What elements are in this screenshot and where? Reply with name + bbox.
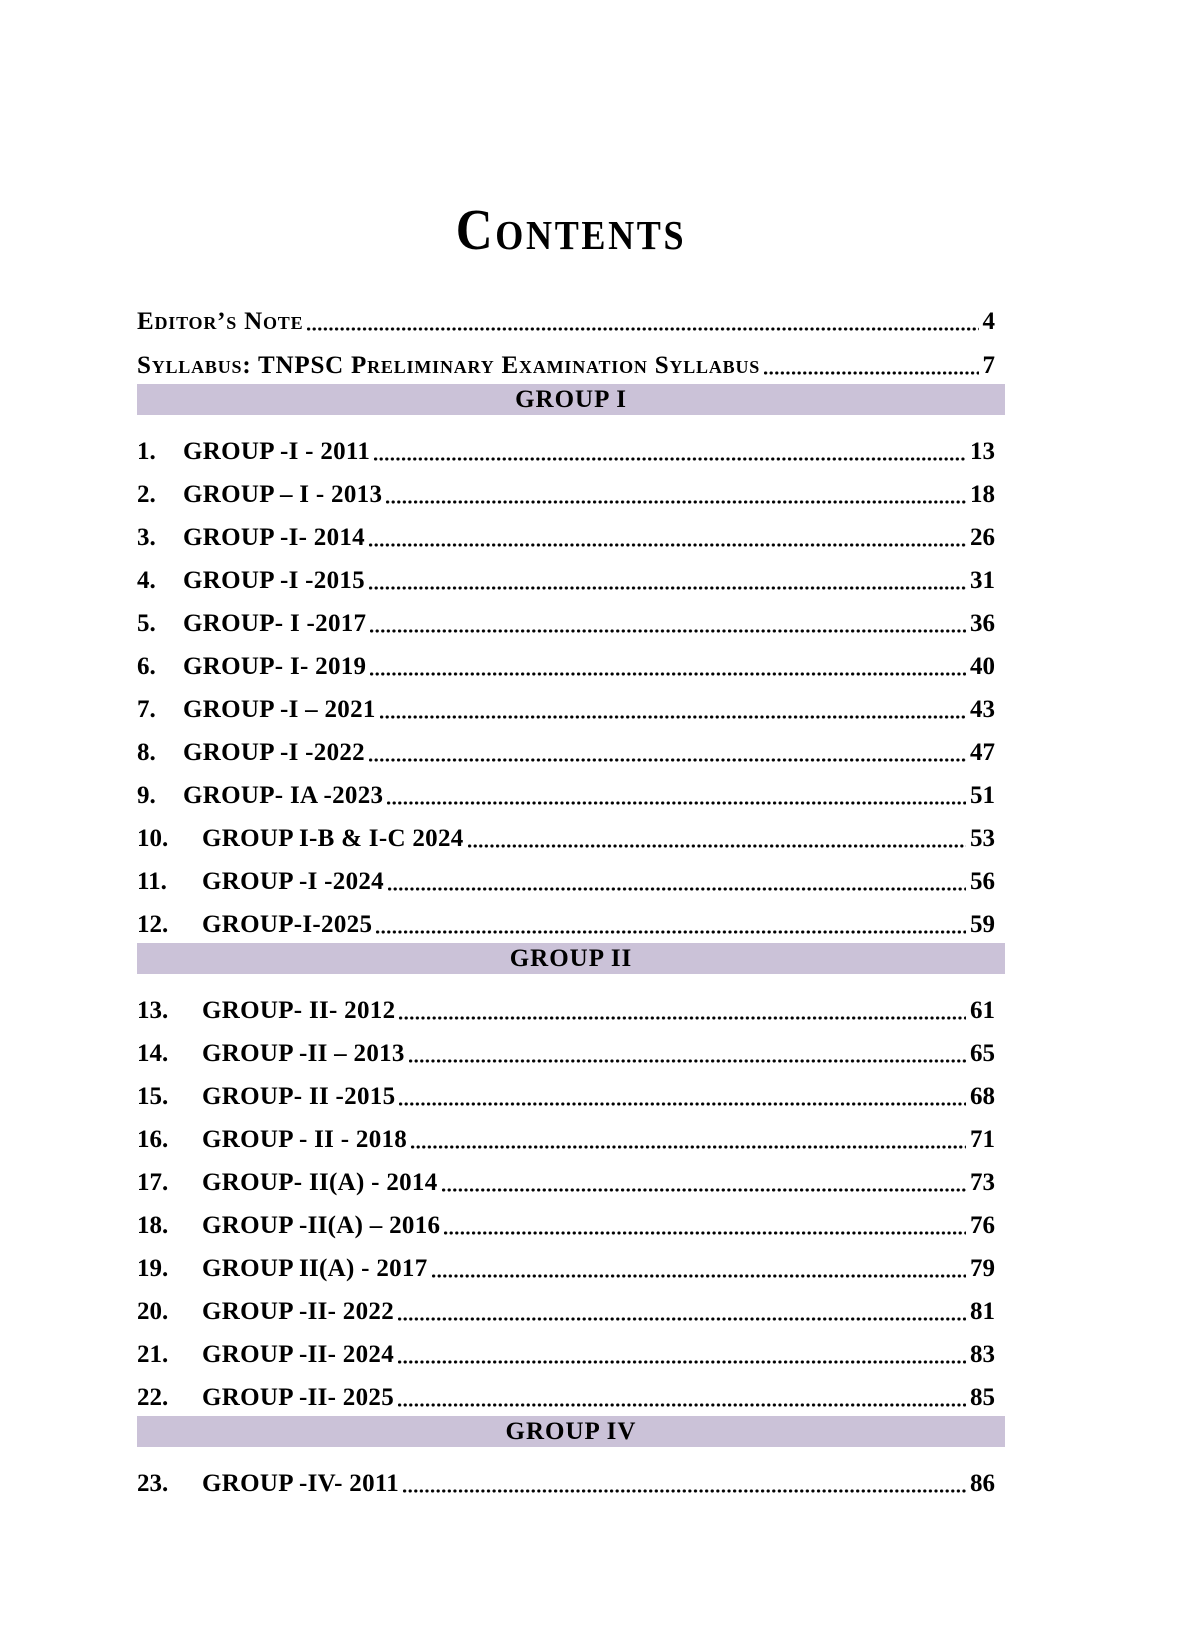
page-title: Contents	[455, 197, 687, 262]
dot-leader	[444, 1231, 966, 1235]
toc-entry-label: Syllabus: TNPSC Preliminary Examination Syllabus	[137, 351, 761, 379]
toc-entry-row	[137, 853, 1005, 896]
toc-entry-label: GROUP- IA -2023	[183, 781, 384, 809]
dot-leader	[369, 543, 966, 547]
toc-entry-number: 7.	[137, 695, 156, 723]
toc-entry-label: GROUP -I -2015	[183, 566, 365, 594]
dot-leader	[388, 887, 966, 891]
toc-entry-number: 15.	[137, 1082, 169, 1110]
toc-entry-label: GROUP -I- 2014	[183, 523, 365, 551]
dot-leader	[387, 801, 966, 805]
dot-leader	[764, 371, 978, 375]
toc-entry-label: GROUP -II- 2022	[202, 1297, 394, 1325]
toc-page-number: 65	[970, 1039, 995, 1067]
section-entry-list	[137, 982, 1005, 1412]
toc-entry-number: 13.	[137, 996, 169, 1024]
toc-page-number: 53	[970, 824, 995, 852]
toc-entry-number: 23.	[137, 1469, 169, 1497]
toc-page-number: 59	[970, 910, 995, 938]
dot-leader	[376, 930, 966, 934]
toc-entry-number: 19.	[137, 1254, 169, 1282]
toc-entry-label: GROUP -I -2024	[202, 867, 384, 895]
toc-entry-number: 21.	[137, 1340, 169, 1368]
toc-page-number: 61	[970, 996, 995, 1024]
toc-entry-label: GROUP- II -2015	[202, 1082, 396, 1110]
toc-entry-number: 14.	[137, 1039, 169, 1067]
section-entry-list	[137, 1455, 1005, 1498]
toc-entry-row	[137, 1025, 1005, 1068]
toc-entry-number: 10.	[137, 824, 169, 852]
toc-entry-number: 17.	[137, 1168, 169, 1196]
toc-entry-label: GROUP -I – 2021	[183, 695, 376, 723]
toc-page-number: 86	[970, 1469, 995, 1497]
dot-leader	[432, 1274, 966, 1278]
toc-page-number: 26	[970, 523, 995, 551]
toc-section	[137, 1416, 1005, 1498]
toc-entry-number: 6.	[137, 652, 156, 680]
toc-entry-label: Editor’s Note	[137, 307, 304, 335]
toc-entry-number: 22.	[137, 1383, 169, 1411]
toc-page-number: 51	[970, 781, 995, 809]
toc-entry-number: 18.	[137, 1211, 169, 1239]
dot-leader	[374, 457, 966, 461]
dot-leader	[398, 1360, 966, 1364]
toc-page-number: 71	[970, 1125, 995, 1153]
toc-entry-row	[137, 638, 1005, 681]
toc-page-number: 73	[970, 1168, 995, 1196]
toc-front-row	[137, 292, 1005, 336]
toc-entry-label: GROUP- II(A) - 2014	[202, 1168, 438, 1196]
toc-page-number: 7	[982, 351, 995, 379]
toc-section	[137, 384, 1005, 939]
toc-entry-label: GROUP- II- 2012	[202, 996, 396, 1024]
section-banner	[137, 943, 1005, 974]
toc-entry-number: 5.	[137, 609, 156, 637]
toc-entry-label: GROUP- I- 2019	[183, 652, 367, 680]
toc-entry-number: 8.	[137, 738, 156, 766]
toc-entry-row	[137, 767, 1005, 810]
dot-leader	[442, 1188, 966, 1192]
toc-entry-row	[137, 982, 1005, 1025]
toc-entry-row	[137, 1240, 1005, 1283]
toc-page-number: 76	[970, 1211, 995, 1239]
toc-entry-label: GROUP -II- 2024	[202, 1340, 394, 1368]
toc-entry-label: GROUP -I - 2011	[183, 437, 371, 465]
toc-page-number: 4	[982, 307, 995, 335]
toc-entry-label: GROUP -I -2022	[183, 738, 365, 766]
toc-page-number: 31	[970, 566, 995, 594]
toc-section	[137, 943, 1005, 1412]
toc-entry-label: GROUP – I - 2013	[183, 480, 383, 508]
toc-entry-label: GROUP II(A) - 2017	[202, 1254, 428, 1282]
toc-entry-row	[137, 595, 1005, 638]
dot-leader	[369, 586, 966, 590]
section-heading: GROUP II	[509, 944, 633, 972]
section-entry-list	[137, 423, 1005, 939]
toc-entry-number: 4.	[137, 566, 156, 594]
toc-entry-label: GROUP -IV- 2011	[202, 1469, 400, 1497]
section-banner	[137, 384, 1005, 415]
toc-entry-row	[137, 1455, 1005, 1498]
toc-page-number: 83	[970, 1340, 995, 1368]
toc-entry-row	[137, 681, 1005, 724]
contents-page	[137, 0, 1005, 1498]
toc-entry-number: 9.	[137, 781, 156, 809]
front-matter-list	[137, 292, 1005, 380]
toc-entry-label: GROUP -II- 2025	[202, 1383, 394, 1411]
section-heading: GROUP I	[515, 385, 627, 413]
section-heading: GROUP IV	[505, 1417, 637, 1445]
dot-leader	[399, 1016, 966, 1020]
toc-entry-label: GROUP I-B & I-C 2024	[202, 824, 464, 852]
toc-page-number: 36	[970, 609, 995, 637]
toc-entry-row	[137, 509, 1005, 552]
toc-page-number: 85	[970, 1383, 995, 1411]
toc-page-number: 56	[970, 867, 995, 895]
toc-entry-row	[137, 423, 1005, 466]
toc-entry-row	[137, 724, 1005, 767]
dot-leader	[380, 715, 966, 719]
dot-leader	[398, 1317, 966, 1321]
toc-entry-label: GROUP -II – 2013	[202, 1039, 405, 1067]
toc-page-number: 79	[970, 1254, 995, 1282]
toc-entry-row	[137, 1326, 1005, 1369]
toc-entry-row	[137, 810, 1005, 853]
toc-page-number: 43	[970, 695, 995, 723]
toc-page-number: 18	[970, 480, 995, 508]
dot-leader	[369, 758, 966, 762]
toc-entry-label: GROUP- I -2017	[183, 609, 367, 637]
dot-leader	[399, 1102, 966, 1106]
toc-entry-row	[137, 1111, 1005, 1154]
toc-entry-number: 20.	[137, 1297, 169, 1325]
dot-leader	[370, 629, 966, 633]
toc-entry-row	[137, 1283, 1005, 1326]
toc-entry-number: 11.	[137, 867, 167, 895]
toc-entry-row	[137, 1068, 1005, 1111]
dot-leader	[468, 844, 966, 848]
toc-entry-number: 2.	[137, 480, 156, 508]
dot-leader	[386, 500, 966, 504]
dot-leader	[398, 1403, 966, 1407]
toc-page-number: 40	[970, 652, 995, 680]
dot-leader	[411, 1145, 966, 1149]
toc-entry-label: GROUP -II(A) – 2016	[202, 1211, 441, 1239]
toc-entry-label: GROUP-I-2025	[202, 910, 373, 938]
toc-entry-row	[137, 1154, 1005, 1197]
toc-front-row	[137, 336, 1005, 380]
toc-entry-label: GROUP - II - 2018	[202, 1125, 408, 1153]
toc-page-number: 81	[970, 1297, 995, 1325]
section-banner	[137, 1416, 1005, 1447]
toc-page-number: 47	[970, 738, 995, 766]
toc-entry-row	[137, 896, 1005, 939]
dot-leader	[409, 1059, 966, 1063]
toc-page-number: 68	[970, 1082, 995, 1110]
dot-leader	[307, 327, 978, 331]
toc-entry-row	[137, 1369, 1005, 1412]
toc-sections	[137, 384, 1005, 1498]
toc-entry-row	[137, 1197, 1005, 1240]
toc-entry-number: 3.	[137, 523, 156, 551]
dot-leader	[370, 672, 966, 676]
toc-entry-number: 1.	[137, 437, 156, 465]
toc-entry-row	[137, 466, 1005, 509]
toc-entry-number: 12.	[137, 910, 169, 938]
toc-page-number: 13	[970, 437, 995, 465]
toc-entry-row	[137, 552, 1005, 595]
dot-leader	[403, 1489, 966, 1493]
toc-entry-number: 16.	[137, 1125, 169, 1153]
